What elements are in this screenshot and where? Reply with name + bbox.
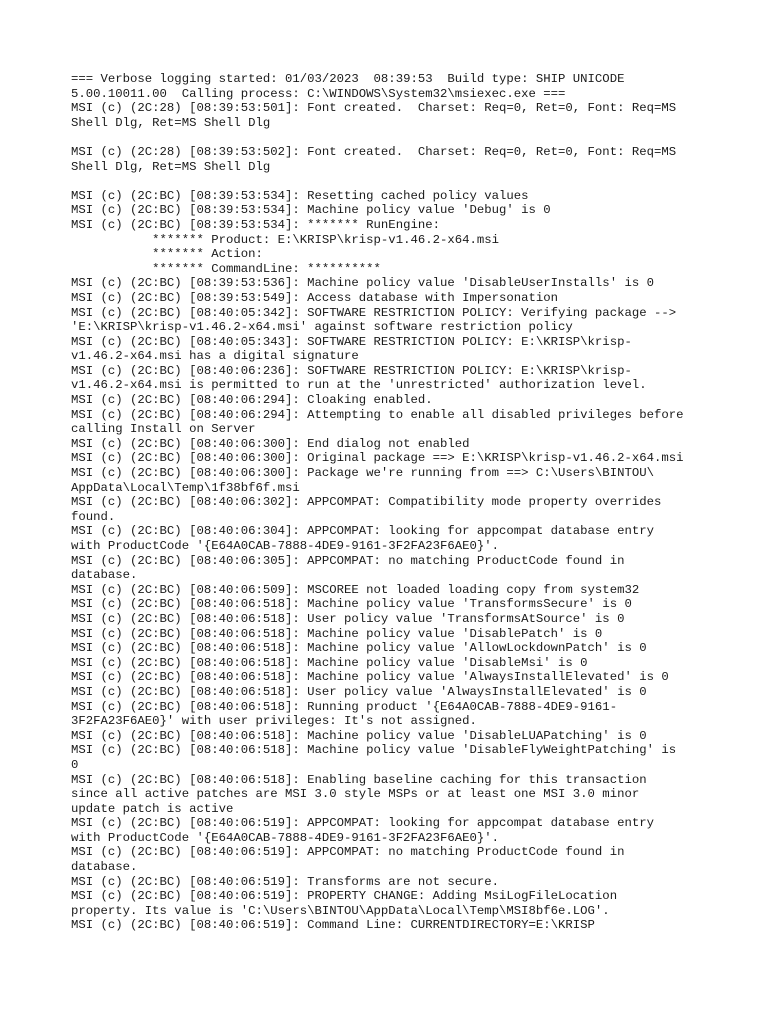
log-line: === Verbose logging started: 01/03/2023 08:39:53 Build type: SHIP UNICODE xyxy=(71,72,625,86)
log-line: MSI (c) (2C:BC) [08:40:06:518]: Machine policy value 'AlwaysInstallElevated' is 0 xyxy=(71,670,669,685)
log-line: MSI (c) (2C:BC) [08:40:06:300]: End dialog not enabled xyxy=(71,436,470,451)
log-line: database. xyxy=(71,568,138,583)
log-line: 0 xyxy=(71,757,79,772)
log-line: v1.46.2-x64.msi is permitted to run at the 'unrestricted' authorization level. xyxy=(71,378,647,393)
log-line: MSI (c) (2C:BC) [08:40:06:519]: Transforms are not secure. xyxy=(71,874,500,889)
log-text-block xyxy=(71,72,711,933)
log-line: MSI (c) (2C:BC) [08:40:06:518]: Machine policy value 'TransformsSecure' is 0 xyxy=(71,597,632,612)
log-line: MSI (c) (2C:28) [08:39:53:502]: Font created. Charset: Req=0, Ret=0, Font: Req=MS xyxy=(71,144,677,159)
log-line: Shell Dlg, Ret=MS Shell Dlg xyxy=(71,159,271,174)
log-line: MSI (c) (2C:BC) [08:39:53:536]: Machine policy value 'DisableUserInstalls' is 0 xyxy=(71,276,654,291)
log-line: MSI (c) (2C:BC) [08:40:06:294]: Cloaking enabled. xyxy=(71,393,433,408)
log-line: MSI (c) (2C:BC) [08:40:06:518]: Machine policy value 'DisableMsi' is 0 xyxy=(71,655,588,670)
log-line: property. Its value is 'C:\Users\BINTOU\AppData\Local\Temp\MSI8bf6e.LOG'. xyxy=(71,903,610,918)
log-line: database. xyxy=(71,860,138,875)
log-line: Shell Dlg, Ret=MS Shell Dlg xyxy=(71,115,271,130)
log-line: MSI (c) (2C:BC) [08:39:53:549]: Access database with Impersonation xyxy=(71,290,559,305)
log-line: MSI (c) (2C:BC) [08:40:06:302]: APPCOMPAT: Compatibility mode property overrides xyxy=(71,495,662,510)
log-line: MSI (c) (2C:BC) [08:40:06:519]: APPCOMPAT: no matching ProductCode found in xyxy=(71,845,625,860)
log-line: ******* CommandLine: ********** xyxy=(71,261,381,276)
log-line: MSI (c) (2C:28) [08:39:53:501]: Font created. Charset: Req=0, Ret=0, Font: Req=MS xyxy=(71,101,677,116)
blank-line xyxy=(71,130,711,145)
log-line: MSI (c) (2C:BC) [08:40:06:300]: Package we're running from ==> C:\Users\BINTOU\ xyxy=(71,466,654,481)
log-line: update patch is active xyxy=(71,801,234,816)
log-line: MSI (c) (2C:BC) [08:40:06:518]: Running product '{E64A0CAB-7888-4DE9-9161- xyxy=(71,699,618,714)
blank-line xyxy=(71,174,711,189)
log-line: MSI (c) (2C:BC) [08:40:06:509]: MSCOREE not loaded loading copy from system32 xyxy=(71,582,640,597)
log-line: MSI (c) (2C:BC) [08:39:53:534]: ******* RunEngine: xyxy=(71,217,440,232)
log-line: MSI (c) (2C:BC) [08:40:06:519]: Command Line: CURRENTDIRECTORY=E:\KRISP xyxy=(71,918,595,933)
log-line: MSI (c) (2C:BC) [08:40:06:518]: Machine policy value 'DisableLUAPatching' is 0 xyxy=(71,728,647,743)
log-line: AppData\Local\Temp\1f38bf6f.msi xyxy=(71,480,300,495)
log-line: MSI (c) (2C:BC) [08:40:06:518]: User policy value 'TransformsAtSource' is 0 xyxy=(71,611,625,626)
log-line: 3F2FA23F6AE0}' with user privileges: It's not assigned. xyxy=(71,714,477,729)
log-line: MSI (c) (2C:BC) [08:40:06:518]: Enabling baseline caching for this transaction xyxy=(71,772,647,787)
log-line: ******* Product: E:\KRISP\krisp-v1.46.2-x64.msi xyxy=(71,232,500,247)
log-line: MSI (c) (2C:BC) [08:40:06:519]: PROPERTY CHANGE: Adding MsiLogFileLocation xyxy=(71,889,618,904)
log-line: 'E:\KRISP\krisp-v1.46.2-x64.msi' against software restriction policy xyxy=(71,320,573,335)
log-line: MSI (c) (2C:BC) [08:40:06:304]: APPCOMPAT: looking for appcompat database entry xyxy=(71,524,654,539)
log-line: MSI (c) (2C:BC) [08:40:06:518]: Machine policy value 'DisableFlyWeightPatching' is xyxy=(71,743,677,758)
log-line: with ProductCode '{E64A0CAB-7888-4DE9-9161-3F2FA23F6AE0}'. xyxy=(71,539,500,553)
log-line: MSI (c) (2C:BC) [08:40:06:518]: Machine policy value 'AllowLockdownPatch' is 0 xyxy=(71,641,647,656)
log-line: MSI (c) (2C:BC) [08:39:53:534]: Resetting cached policy values xyxy=(71,188,529,203)
log-line: MSI (c) (2C:BC) [08:40:06:294]: Attempting to enable all disabled privileges before xyxy=(71,407,684,422)
log-line: 5.00.10011.00 Calling process: C:\WINDOWS\System32\msiexec.exe === xyxy=(71,86,566,101)
log-line: with ProductCode '{E64A0CAB-7888-4DE9-9161-3F2FA23F6AE0}'. xyxy=(71,830,500,845)
log-line: MSI (c) (2C:BC) [08:40:06:305]: APPCOMPAT: no matching ProductCode found in xyxy=(71,553,625,568)
log-line: v1.46.2-x64.msi has a digital signature xyxy=(71,349,359,364)
log-line: MSI (c) (2C:BC) [08:40:05:342]: SOFTWARE RESTRICTION POLICY: Verifying package --> xyxy=(71,305,677,320)
log-line: found. xyxy=(71,509,116,524)
log-line: MSI (c) (2C:BC) [08:40:06:236]: SOFTWARE RESTRICTION POLICY: E:\KRISP\krisp- xyxy=(71,363,632,378)
log-line: since all active patches are MSI 3.0 style MSPs or at least one MSI 3.0 minor xyxy=(71,787,640,802)
log-line: MSI (c) (2C:BC) [08:39:53:534]: Machine policy value 'Debug' is 0 xyxy=(71,203,551,218)
log-line: MSI (c) (2C:BC) [08:40:06:300]: Original package ==> E:\KRISP\krisp-v1.46.2-x64.msi xyxy=(71,451,684,466)
log-line: MSI (c) (2C:BC) [08:40:06:519]: APPCOMPAT: looking for appcompat database entry xyxy=(71,816,654,831)
log-line: MSI (c) (2C:BC) [08:40:06:518]: Machine policy value 'DisablePatch' is 0 xyxy=(71,626,603,641)
log-line: calling Install on Server xyxy=(71,422,256,437)
log-line: MSI (c) (2C:BC) [08:40:05:343]: SOFTWARE RESTRICTION POLICY: E:\KRISP\krisp- xyxy=(71,334,632,349)
log-line: MSI (c) (2C:BC) [08:40:06:518]: User policy value 'AlwaysInstallElevated' is 0 xyxy=(71,684,647,699)
log-line: ******* Action: xyxy=(71,247,263,262)
